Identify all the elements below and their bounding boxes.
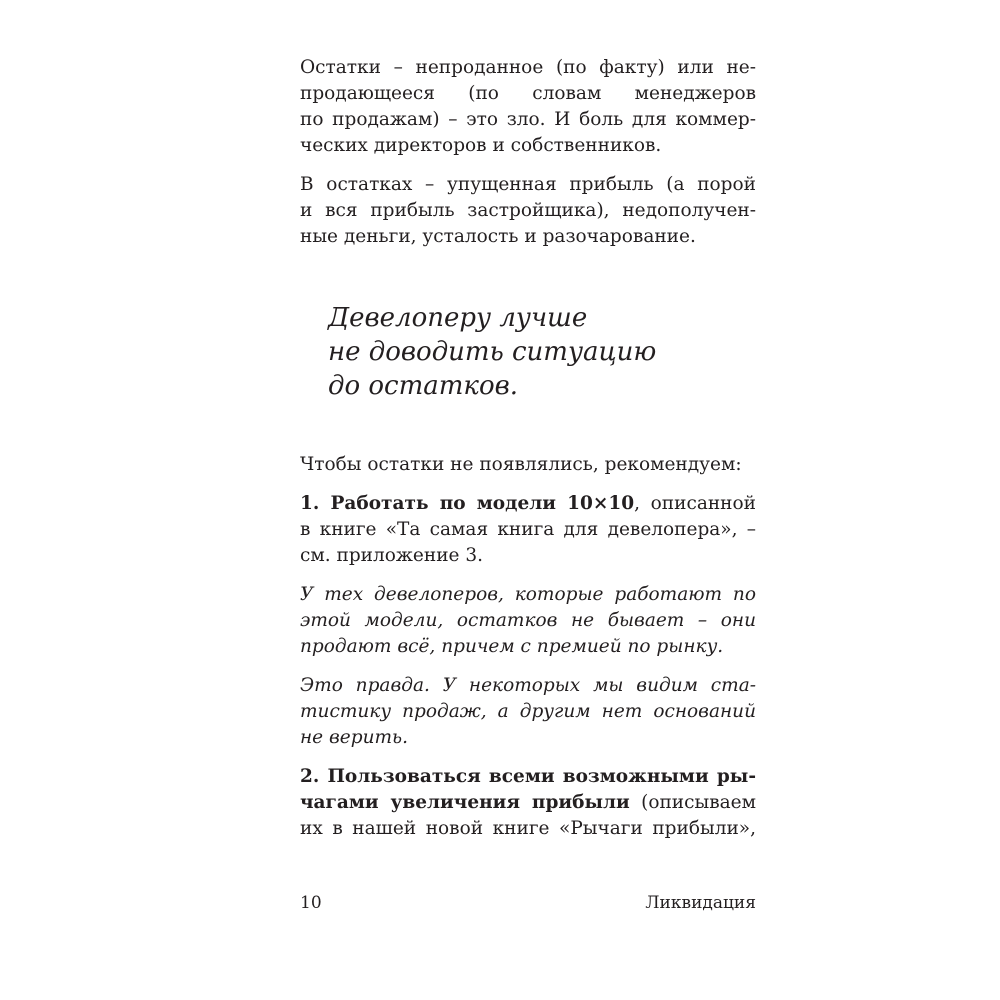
pull-quote-line-3: до остатков. — [328, 371, 518, 401]
item-2-line-2-rest: (описываем — [629, 792, 756, 813]
italic-1-line-3: продают всё, причем с премией по рынку. — [300, 636, 724, 657]
paragraph-1-line-2: продающееся (по словам менеджеров — [300, 83, 756, 104]
item-1-line-3: см. приложение 3. — [300, 545, 484, 566]
running-footer-chapter-title: Ликвидация — [645, 893, 756, 913]
page-number: 10 — [300, 893, 322, 913]
item-1-line-2: в книге «Та самая книга для девелопера», – — [300, 519, 756, 540]
item-2-line-3: их в нашей новой книге «Рычаги прибыли», — [300, 818, 756, 839]
pull-quote-line-2: не доводить ситуацию — [328, 337, 657, 367]
item-1-line-1-rest: , описанной — [634, 493, 756, 514]
item-2-line-1: 2. Пользоваться всеми возможными ры- — [300, 766, 756, 787]
italic-2-line-2: тистику продаж, а другим нет оснований — [300, 701, 756, 722]
italic-1-line-2: этой модели, остатков не бывает – они — [300, 610, 756, 631]
paragraph-1-line-1: Остатки – непроданное (по факту) или не- — [300, 57, 756, 78]
paragraph-2-line-2: и вся прибыль застройщика), недополучен- — [300, 200, 756, 221]
pull-quote-line-1: Девелоперу лучше — [328, 303, 588, 333]
paragraph-1-line-3: по продажам) – это зло. И боль для коммер- — [300, 109, 756, 130]
item-1-bold-title: 1. Работать по модели 10×10 — [300, 493, 635, 514]
italic-2-line-3: не верить. — [300, 727, 408, 748]
italic-2-line-1: Это правда. У некоторых мы видим ста- — [300, 675, 756, 696]
item-2-line-2 — [300, 790, 756, 816]
paragraph-1-line-4: ческих директоров и собственников. — [300, 135, 662, 156]
italic-1-line-1: У тех девелоперов, которые работают по — [300, 584, 756, 605]
recommendation-intro: Чтобы остатки не появлялись, рекомендуем: — [300, 454, 742, 475]
paragraph-2-line-1: В остатках – упущенная прибыль (а порой — [300, 174, 756, 195]
item-2-bold-title: чагами увеличения прибыли — [300, 792, 630, 813]
item-1-line-1 — [300, 491, 756, 517]
paragraph-2-line-3: ные деньги, усталость и разочарование. — [300, 226, 696, 247]
